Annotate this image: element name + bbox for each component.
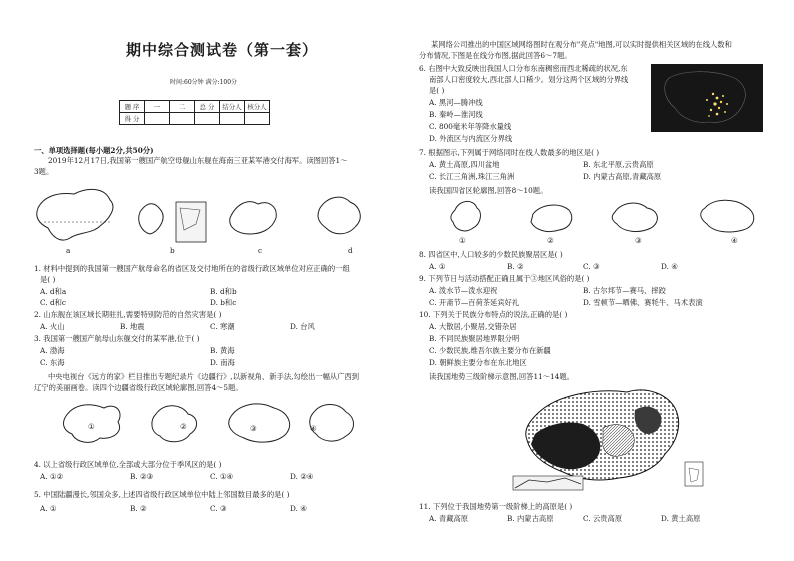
option: C. d和c — [40, 298, 67, 307]
online-distribution-map — [651, 64, 763, 132]
score-table-row — [120, 101, 270, 113]
figure-label: b — [170, 246, 175, 255]
option: D. 内蒙古高原,青藏高原 — [583, 172, 662, 181]
figure-label: ④ — [731, 236, 738, 245]
score-cell: 核分人 — [245, 101, 270, 113]
option: D. 外流区与内流区分界线 — [429, 134, 513, 143]
terrain-steps-map — [507, 384, 707, 496]
score-table-row — [120, 113, 270, 125]
option: D. 朝鲜族主要分布在东北地区 — [429, 358, 527, 367]
section-heading: 一、单项选择题(每小题2分,共50分) — [34, 146, 154, 155]
score-cell — [170, 113, 195, 125]
intro-text: 辽宁的美丽画卷。读四个边疆省级行政区域轮廓图,回答4～5题。 — [34, 383, 243, 392]
question-text: 10. 下列关于民族分布特点的说法,正确的是( ) — [419, 310, 568, 319]
score-cell — [245, 113, 270, 125]
option: A. ① — [429, 262, 446, 271]
option: C. 开斋节—百荷茶延宾好礼 — [429, 298, 520, 307]
intro-text: 中央电视台《远方的家》栏目推出专题纪录片《边疆行》,以新视角、新手法,勾绘出一幅从广西到 — [48, 372, 360, 381]
figure-label: ② — [547, 236, 554, 245]
question-text: 南部人口密度较大,西北部人口稀少。划分这两个区域的分界线 — [429, 75, 629, 84]
question-text: 是( ) — [40, 275, 56, 284]
option: B. 古尔邦节—赛马、摔跤 — [583, 286, 666, 295]
option: B. 不同民族聚居地界限分明 — [429, 334, 520, 343]
option: A. 泼水节—泼水迎祝 — [429, 286, 498, 295]
option: A. 渤海 — [40, 346, 65, 355]
option: D. 台风 — [290, 322, 315, 331]
figure-label: ① — [88, 422, 95, 431]
figure-label: ② — [180, 422, 187, 431]
figure-label: ③ — [635, 236, 642, 245]
option: C. 云贵高原 — [583, 514, 623, 523]
score-cell: 得 分 — [120, 113, 145, 125]
question-text: 2. 山东舰在该区域长期驻扎,需要特别防范的自然灾害是( ) — [34, 310, 222, 319]
intro-text: 2019年12月17日,我国第一艘国产航空母舰山东舰在海南三亚某军港交付海军。读图回答1～ — [48, 156, 348, 165]
option: B. 秦岭—淮河线 — [429, 110, 483, 119]
intro-text: 分布情况,下图是在线分布图,据此回答6～7题。 — [419, 51, 572, 60]
option: B. 地震 — [120, 322, 145, 331]
option: A. ① — [40, 504, 57, 513]
option: B. 内蒙古高原 — [507, 514, 554, 523]
option: D. ②④ — [290, 472, 314, 481]
option: C. ③ — [583, 262, 600, 271]
question-text: 8. 四省区中,人口较多的少数民族聚居区是( ) — [419, 250, 563, 259]
question-text: 9. 下列节日与活动搭配正确且属于③地区风俗的是( ) — [419, 274, 590, 283]
option: D. b和c — [210, 298, 237, 307]
score-cell — [195, 113, 220, 125]
score-cell — [145, 113, 170, 125]
question-text: 3. 我国第一艘国产航母山东舰交付的某军港,位于( ) — [34, 334, 200, 343]
score-cell: 一 — [145, 101, 170, 113]
option: B. 黄海 — [210, 346, 235, 355]
four-province-figure — [447, 196, 767, 242]
exam-info: 时间:60分钟 满分:100分 — [170, 79, 238, 86]
option: C. 寒潮 — [210, 322, 235, 331]
score-cell: 题 序 — [120, 101, 145, 113]
page-title: 期中综合测试卷（第一套） — [126, 41, 319, 59]
option: C. 800毫米年等降水量线 — [429, 122, 512, 131]
option: A. 火山 — [40, 322, 65, 331]
score-cell: 总 分 — [195, 101, 220, 113]
option: B. d和b — [210, 287, 237, 296]
china-online-map-image — [651, 64, 763, 132]
intro-text: 某网络公司推出的中国区域网络图时在观分布"亮点"地图,可以实时提供相关区域的在线人数和 — [431, 40, 732, 49]
right-page — [397, 0, 794, 561]
option: A. d和a — [40, 287, 67, 296]
option: D. 南海 — [210, 358, 235, 367]
province-outline-figure — [30, 178, 370, 260]
option: D. ④ — [290, 504, 307, 513]
figure-label: c — [258, 246, 263, 255]
border-province-figure — [60, 396, 370, 454]
score-cell: 二 — [170, 101, 195, 113]
intro-text: 读我国四省区轮廓图,回答8～10题。 — [429, 186, 548, 195]
option: D. 黄土高原 — [661, 514, 701, 523]
option: C. ③ — [210, 504, 227, 513]
question-text: 6. 右图中大致反映出我国人口分布东南稠密而西北稀疏的状况,东 — [419, 64, 628, 73]
option: B. ② — [130, 504, 147, 513]
option: B. 东北平原,云贵高原 — [583, 160, 654, 169]
question-text: 11. 下列位于我国地势第一级阶梯上的高原是( ) — [419, 502, 573, 511]
option: A. ①② — [40, 472, 63, 481]
question-text: 7. 根据图示,下列属于网络同时在线人数最多的地区是( ) — [419, 148, 600, 157]
score-cell — [220, 113, 245, 125]
option: C. 东海 — [40, 358, 65, 367]
question-text: 是( ) — [429, 86, 445, 95]
question-text: 4. 以上省级行政区域单位,全部或大部分位于季风区的是( ) — [34, 460, 222, 469]
figure-label: ① — [459, 236, 466, 245]
intro-text: 3题。 — [34, 167, 54, 176]
option: C. 少数民族,维吾尔族主要分布在新疆 — [429, 346, 551, 355]
option: A. 黑河—腾冲线 — [429, 98, 483, 107]
option: B. ②③ — [130, 472, 154, 481]
figure-label: ④ — [310, 424, 317, 433]
option: B. ② — [507, 262, 524, 271]
figure-label: a — [66, 246, 71, 255]
figure-label: d — [348, 246, 353, 255]
option: C. 长江三角洲,珠江三角洲 — [429, 172, 515, 181]
option: A. 大散居,小聚居,交错杂居 — [429, 322, 517, 331]
option: A. 青藏高原 — [429, 514, 469, 523]
option: D. ④ — [661, 262, 678, 271]
intro-text: 读我国地势三级阶梯示意图,回答11～14题。 — [429, 372, 574, 381]
question-text: 5. 中国陆疆漫长,邻国众多,上述四省级行政区域单位中陆上邻国数目最多的是( ) — [34, 490, 290, 499]
option: A. 黄土高原,四川盆地 — [429, 160, 500, 169]
option: D. 雪顿节—晒佛、赛牦牛、马术表演 — [583, 298, 703, 307]
option: C. ①④ — [210, 472, 234, 481]
score-table — [119, 100, 270, 125]
figure-label: ③ — [250, 424, 257, 433]
question-text: 1. 材料中提到的我国第一艘国产航母命名的省区及交付地所在的省级行政区域单位对应正确的一组 — [34, 264, 350, 273]
score-cell: 结分人 — [220, 101, 245, 113]
